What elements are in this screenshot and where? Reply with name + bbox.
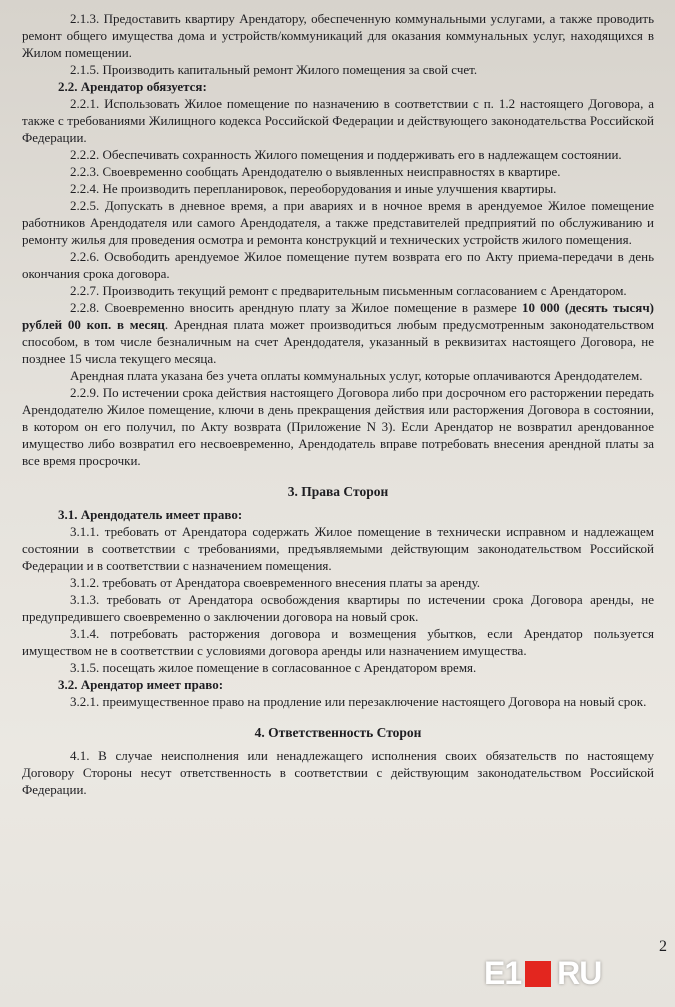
section-3-2-heading: 3.2. Арендатор имеет право: xyxy=(58,677,224,692)
clause-4-1: 4.1. В случае неисполнения или ненадлежащего исполнения своих обязательств по настоящему Договору Стороны несут ответственность в соответствии с действующим законодательством Российской Федерации. xyxy=(22,748,654,797)
clause-3-1-1: 3.1.1. требовать от Арендатора содержать Жилое помещение в технически исправном и надлежащем состоянии в соответствии с требованиями, предъявляемыми действующим законодательством Российской Федерации и в соответствии с назначением помещения. xyxy=(22,524,654,573)
rent-note: Арендная плата указана без учета оплаты коммунальных услуг, которые оплачиваются Арендодателем. xyxy=(70,368,643,383)
clause-2-2-6: 2.2.6. Освободить арендуемое Жилое помещение путем возврата его по Акту приема-передачи в день окончания срока договора. xyxy=(22,249,654,281)
section-2-2-heading: 2.2. Арендатор обязуется: xyxy=(58,79,207,94)
clause-2-2-3: 2.2.3. Своевременно сообщать Арендодателю о выявленных неисправностях в квартире. xyxy=(70,164,561,179)
logo-red-square xyxy=(525,961,551,987)
clause-3-2-1: 3.2.1. преимущественное право на продление или перезаключение настоящего Договора на новый срок. xyxy=(70,694,647,709)
section-3-1-heading: 3.1. Арендодатель имеет право: xyxy=(58,507,243,522)
clause-2-2-8 xyxy=(22,299,654,367)
clause-2-2-9: 2.2.9. По истечении срока действия настоящего Договора либо при досрочном его расторжении передать Арендодателю Жилое помещение, ключи в день прекращения действия или расторжения Договора в состоянии, в котором он его получил, по Акту возврата (Приложение N 3). Если Арендатор не возвратил арендованное имущество либо возвратил его несвоевременно, Арендодатель вправе потребовать внесения арендной платы за все время просрочки. xyxy=(22,385,654,468)
clause-2-2-1: 2.2.1. Использовать Жилое помещение по назначению в соответствии с п. 1.2 настоящего Договора, а также с требованиями Жилищного кодекса Российской Федерации и действующего законодательства Российской Федерации. xyxy=(22,96,654,145)
clause-2-2-2: 2.2.2. Обеспечивать сохранность Жилого помещения и поддерживать его в надлежащем состоянии. xyxy=(70,147,622,162)
document-body xyxy=(22,10,654,798)
rent-amount: 10 000 (десять тысяч) рублей 00 коп. в месяц xyxy=(22,300,654,332)
logo-text-ru: RU xyxy=(557,954,602,991)
page-number: 2 xyxy=(659,938,667,955)
clause-2-2-5: 2.2.5. Допускать в дневное время, а при авариях и в ночное время в арендуемое Жилое помещение работников Арендодателя или самого Арендодателя, а также представителей предприятий по обслуживанию и ремонту жилья для проведения осмотра и ремонта конструкций и технических устройств жилого помещения. xyxy=(22,198,654,247)
clause-3-1-5: 3.1.5. посещать жилое помещение в согласованное с Арендатором время. xyxy=(70,660,477,675)
clause-2-1-3: 2.1.3. Предоставить квартиру Арендатору, обеспеченную коммунальными услугами, а также проводить ремонт общего имущества дома и устройств/коммуникаций для оказания коммунальных услуг, находящихся в Жилом помещении. xyxy=(22,11,654,60)
clause-3-1-3: 3.1.3. требовать от Арендатора освобождения квартиры по истечении срока Договора аренды, не предупредившего своевременно о заключении договора на новый срок. xyxy=(22,592,654,624)
section-4-title: 4. Ответственность Сторон xyxy=(254,725,422,740)
clause-2-2-4: 2.2.4. Не производить перепланировок, переоборудования и иные улучшения квартиры. xyxy=(70,181,557,196)
section-3-title: 3. Права Сторон xyxy=(287,484,389,499)
clause-2-2-8-rest: . Арендная плата может производиться любым предусмотренным законодательством способом, в том числе безналичным на счет Арендодателя, указанный в реквизитах настоящего Договора, не позднее 15 числа текущего месяца. xyxy=(22,317,654,366)
clause-2-1-5: 2.1.5. Производить капитальный ремонт Жилого помещения за свой счет. xyxy=(70,62,478,77)
e1-logo-watermark xyxy=(484,956,601,990)
clause-3-1-4: 3.1.4. потребовать расторжения договора и возмещения убытков, если Арендатор пользуется имуществом не в соответствии с условиями договора аренды или назначением имущества. xyxy=(22,626,654,658)
logo-text-e1: E1 xyxy=(484,954,522,991)
clause-2-2-7: 2.2.7. Производить текущий ремонт с предварительным письменным согласованием с Арендатором. xyxy=(70,283,627,298)
clause-3-1-2: 3.1.2. требовать от Арендатора своевременного внесения платы за аренду. xyxy=(70,575,481,590)
clause-2-2-8-lead: 2.2.8. Своевременно вносить арендную плату за Жилое помещение в размере xyxy=(70,300,517,315)
